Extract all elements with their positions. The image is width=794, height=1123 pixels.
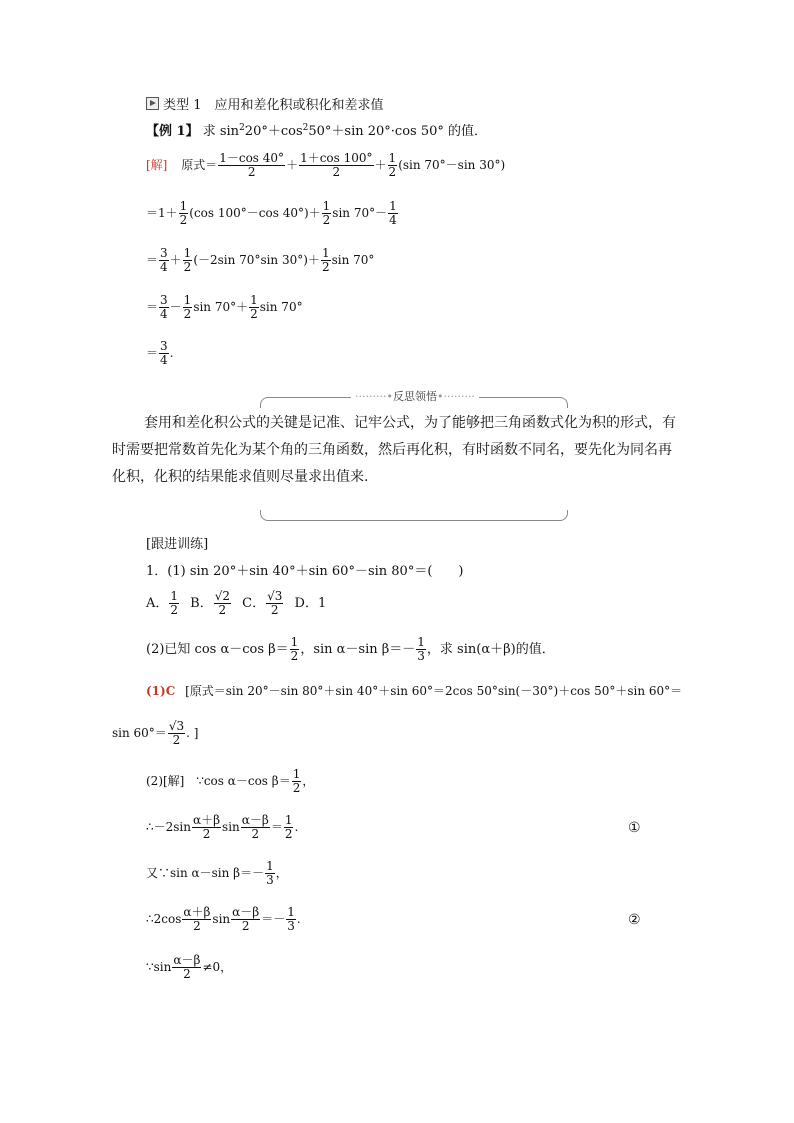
solution-line-4: ＝ $\frac{3}{4}$ － $\frac{1}{2}$ sin 70°＋ $\frac{1}{2}$ sin 70°: [146, 293, 303, 321]
solution-tag: [解]: [146, 158, 168, 172]
solution-line-5: ＝ $\frac{3}{4}$ .: [146, 339, 174, 367]
reflection-box-bottom: [260, 510, 568, 521]
answer-1-line-1: (1)C [原式＝sin 20°－sin 80°＋sin 40°＋sin 60°＝2cos 50°sin(－30°)＋cos 50°＋sin 60°＝: [146, 684, 683, 698]
solution-line-2: ＝1＋ $\frac{1}{2}$ (cos 100°－cos 40°)＋ $\frac{1}{2}$ sin 70°－ $\frac{1}{4}$: [146, 199, 397, 227]
example-label: 【例 1】: [146, 124, 199, 139]
reflection-title: ·········•反思领悟•·········: [270, 388, 560, 404]
practice-q1-options: A． $\frac{1}{2}$ B． $\frac{√2}{2}$ C． $\frac{√3}{2}$ D．1: [146, 589, 327, 617]
answer-1-line-2: sin 60°＝ $\frac{√3}{2}$ . ]: [112, 719, 199, 747]
answer-2-step-2: ∴－2sin $\frac{\alpha+\beta}{2}$ sin $\frac{\alpha-\beta}{2}$ ＝ $\frac{1}{2}$ .: [146, 813, 299, 841]
solution-line-1: [解] 原式＝ $\frac{1-\cos 40^\circ}{2}$ ＋ $\frac{1+\cos 100^\circ}{2}$ ＋ $\frac{1}{2}$ (sin 70°－sin 30°): [146, 151, 506, 179]
practice-header: [跟进训练]: [146, 537, 209, 552]
section-title: 类型 1 应用和差化积或积化和差求值: [163, 98, 384, 113]
section-header: [146, 97, 384, 114]
answer-1-tag: (1)C: [146, 684, 176, 698]
play-icon: [146, 97, 159, 110]
answer-2-step-4: ∴2cos $\frac{\alpha+\beta}{2}$ sin $\frac{\alpha-\beta}{2}$ ＝－ $\frac{1}{3}$ .: [146, 905, 301, 933]
equation-marker-2: ②: [628, 912, 641, 928]
practice-q2: (2)已知 cos α－cos β＝ $\frac{1}{2}$ ，sin α－sin β＝－ $\frac{1}{3}$ ，求 sin(α＋β)的值．: [146, 635, 555, 663]
reflection-text: 套用和差化积公式的关键是记准、记牢公式，为了能够把三角函数式化为积的形式，有时需要把常数首先化为某个角的三角函数，然后再化积，有时函数不同名，要先化为同名再化积，化积的结果能求值则尽量求出值来.: [112, 415, 676, 485]
example-problem: 【例 1】 求 $\sin^220^\circ+\cos^250^\circ+\sin$ 20°·cos 50° 的值．: [146, 123, 487, 139]
equation-marker-1: ①: [628, 820, 641, 836]
answer-2-step-3: 又∵sin α－sin β＝－ $\frac{1}{3}$ ，: [146, 859, 288, 887]
answer-2-step-5: ∵sin $\frac{\alpha-\beta}{2}$ ≠0，: [146, 953, 233, 981]
answer-2-step-1: (2)[解] ∵cos α－cos β＝ $\frac{1}{2}$ ，: [146, 767, 315, 795]
solution-line-3: ＝ $\frac{3}{4}$ ＋ $\frac{1}{2}$ (－2sin 70°sin 30°)＋ $\frac{1}{2}$ sin 70°: [146, 246, 375, 274]
practice-q1: 1．(1) sin 20°＋sin 40°＋sin 60°－sin 80°＝( ): [146, 564, 464, 579]
